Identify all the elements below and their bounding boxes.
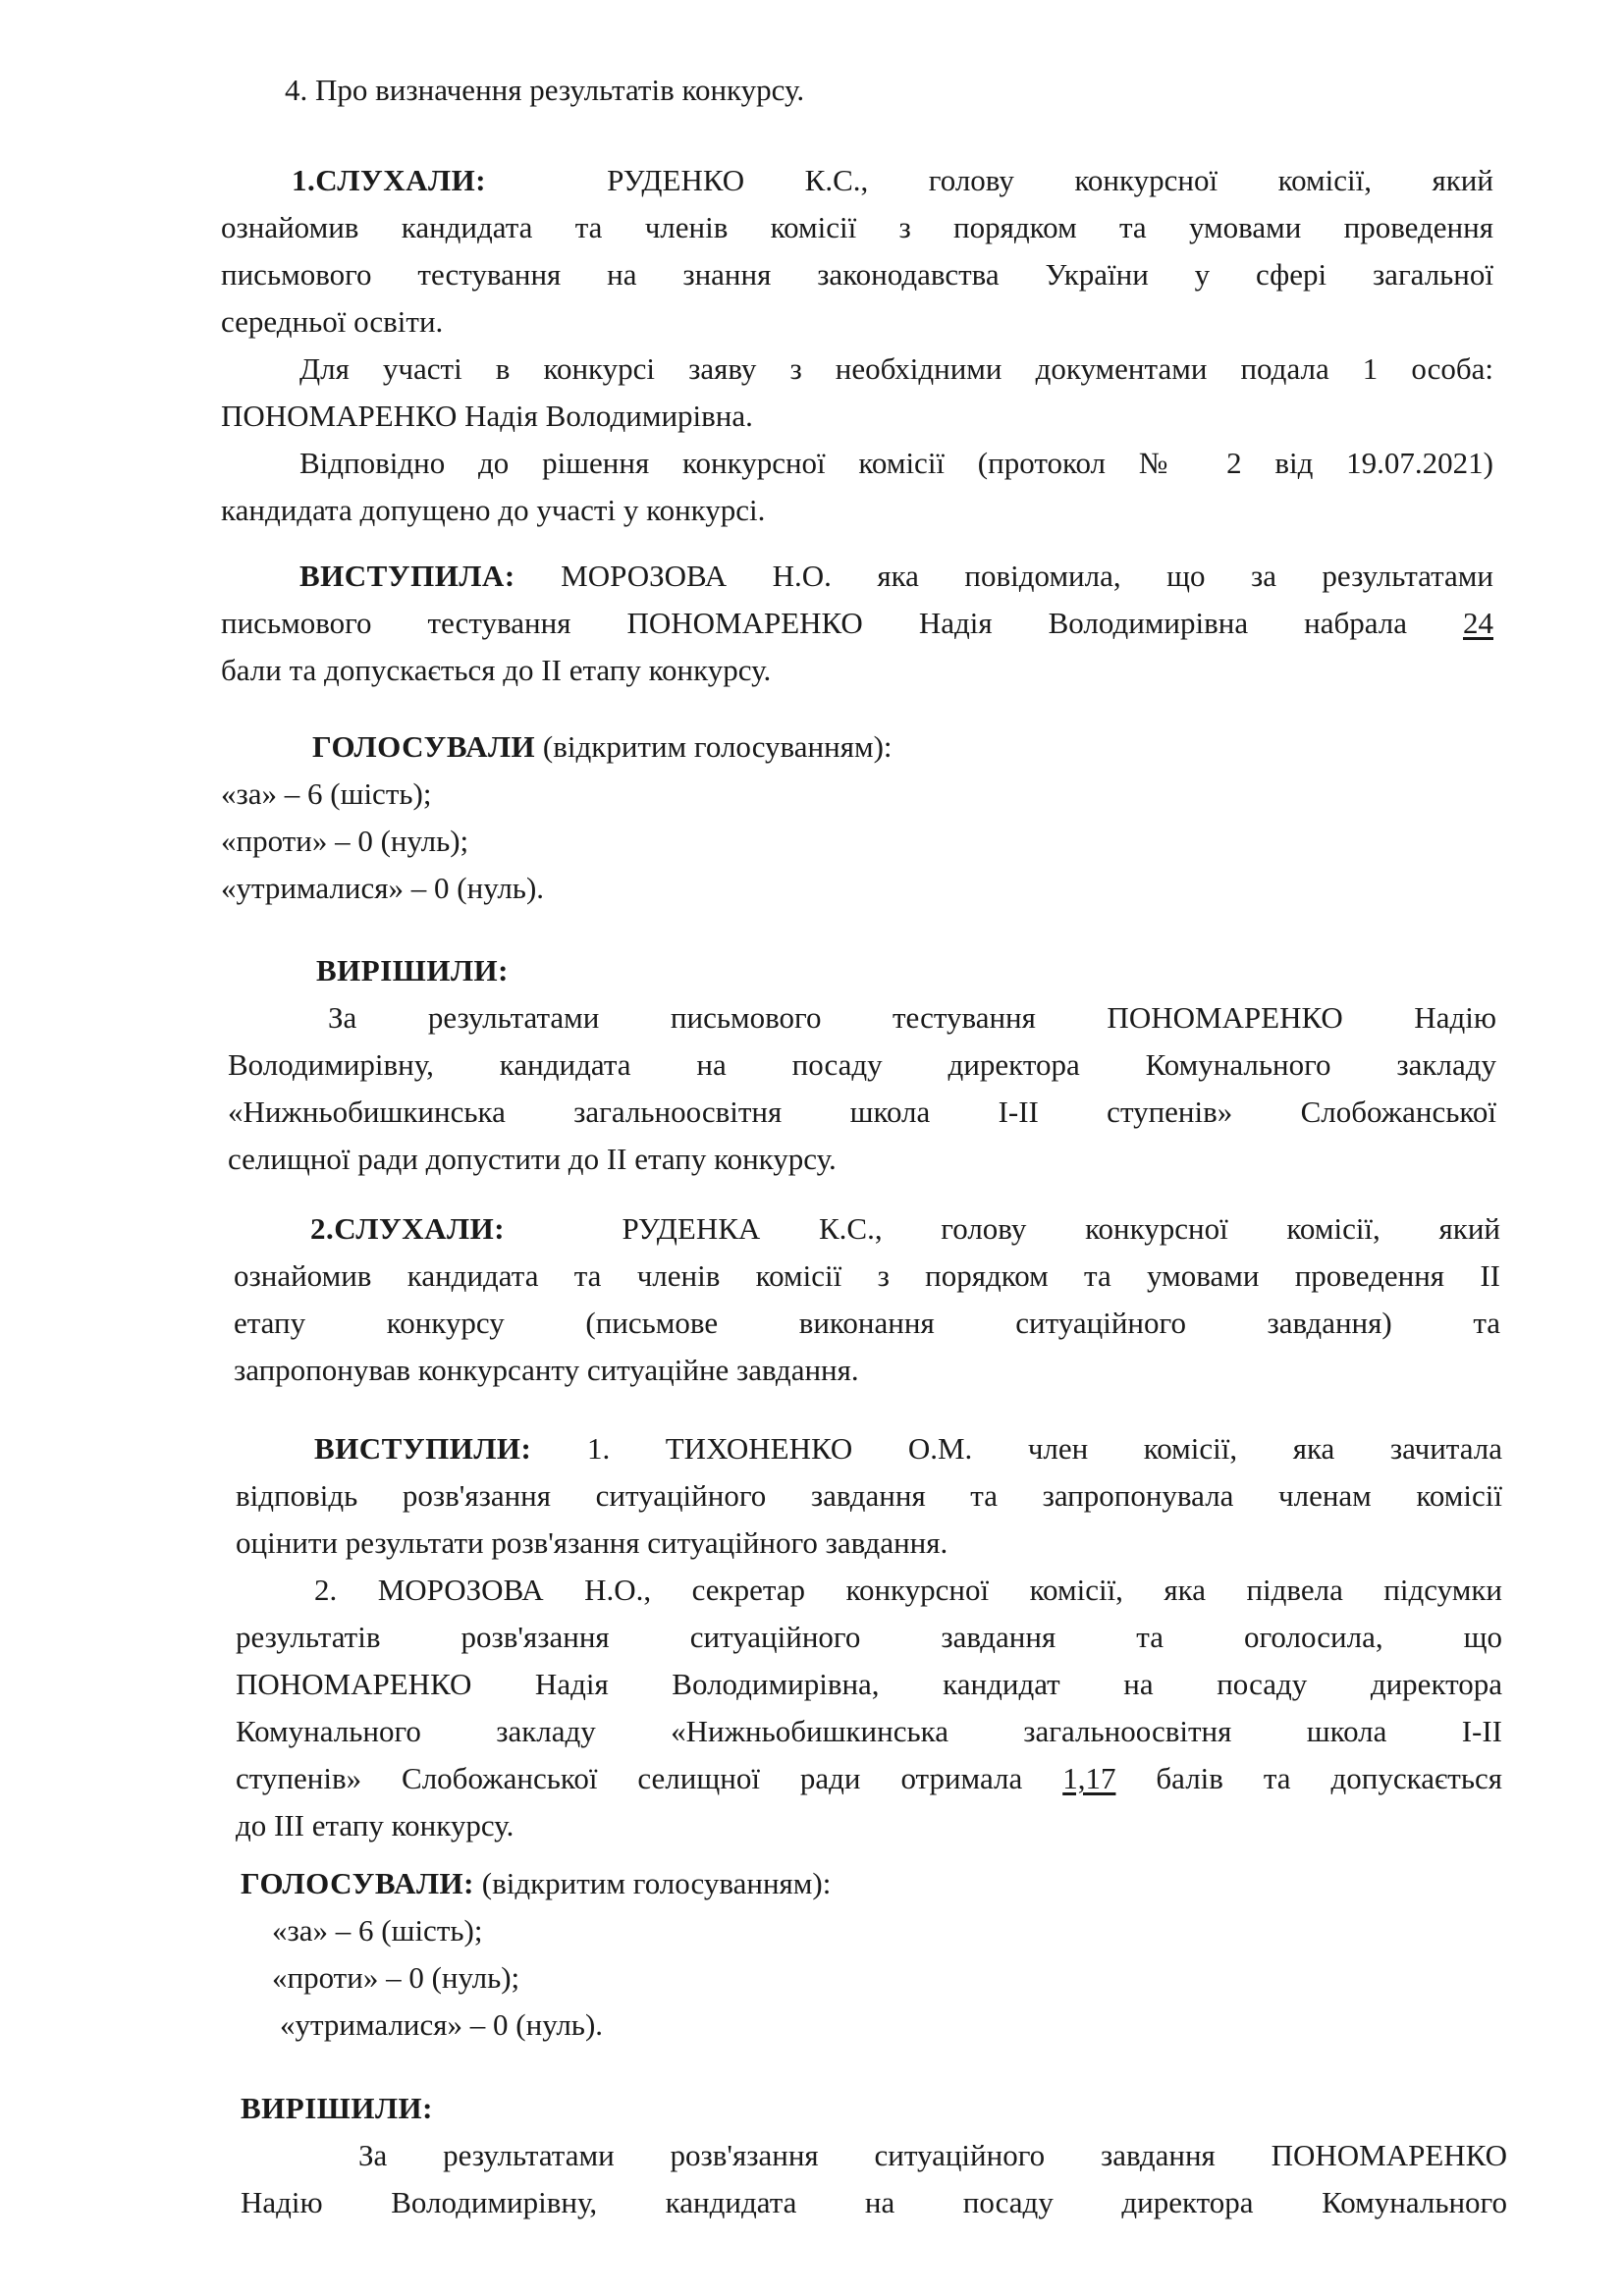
heard-2-heading: 2.СЛУХАЛИ: [310, 1211, 506, 1246]
applicants-paragraph: Для участі в конкурсі заяву з необхідними документами подала 1 особа: [299, 351, 1493, 386]
vote-2-heading: ГОЛОСУВАЛИ: [241, 1866, 474, 1900]
vote-1-against: «проти» – 0 (нуль); [221, 824, 469, 858]
speech-2: ВИСТУПИЛИ: 1. ТИХОНЕНКО О.М. член комісії, яка зачитала відповідь розв'язання ситуаційного завдання та запропонувала членам комісії оцінити результати розв'язання ситуаційного завдання. 2. МОРОЗОВА Н.О., секретар конкурсної комісії, яка підвела підсумки результатів розв'язання ситуаційного завдання та оголосила, що ПОНОМАРЕНКО Надія Володимирівна, кандидат на посаду директора Комунального закладу «Нижньобишкинська загальноосвітня школа І-ІІ ступенів» Слобожанської селищної ради отримала 1,17 балів та допускається до ІІІ етапу конкурсу. [236, 1431, 1502, 1842]
section-1-heard: 1.СЛУХАЛИ: РУДЕНКО К.С., голову конкурсної комісії, який ознайомив кандидата та членів комісії з порядком та умовами проведення письмового тестування на знання законодавства України у сфері загальної середньої освіти. Для участі в конкурсі заяву з необхідними документами подала 1 особа: ПОНОМАРЕНКО Надія Володимирівна. Відповідно до рішення конкурсної комісії (протокол № 2 від 19.07.2021) кандидата допущено до участі у конкурсі. [221, 163, 1493, 527]
vote-1: ГОЛОСУВАЛИ (відкритим голосуванням): «за» – 6 (шість); «проти» – 0 (нуль); «утрималися» – 0 (нуль). [221, 723, 1105, 912]
agenda-item-4: 4. Про визначення результатів конкурсу. [285, 73, 805, 107]
decision-1-heading: ВИРІШИЛИ: [316, 953, 509, 988]
vote-1-heading: ГОЛОСУВАЛИ [312, 729, 536, 764]
section-2-heard: 2.СЛУХАЛИ: РУДЕНКА К.С., голову конкурсної комісії, який ознайомив кандидата та членів комісії з порядком та умовами проведення ІІ етапу конкурсу (письмове виконання ситуаційного завдання) та запропонував конкурсанту ситуаційне завдання. [234, 1211, 1501, 1387]
secretary-paragraph: 2. МОРОЗОВА Н.О., секретар конкурсної комісії, яка підвела підсумки [314, 1573, 1502, 1607]
test-score: 24 [1463, 606, 1493, 640]
vote-2-against: «проти» – 0 (нуль); [272, 1960, 520, 1995]
admission-paragraph: Відповідно до рішення конкурсної комісії (протокол № 2 від 19.07.2021) [299, 446, 1493, 480]
vote-2-abstained: «утрималися» – 0 (нуль). [280, 2007, 604, 2042]
task-score: 1,17 [1062, 1761, 1116, 1795]
decision-2: ВИРІШИЛИ: За результатами розв'язання ситуаційного завдання ПОНОМАРЕНКО Надію Володимирівну, кандидата на посаду директора Комунального [241, 2091, 1507, 2219]
vote-2-for: «за» – 6 (шість); [272, 1913, 483, 1948]
vote-1-abstained: «утрималися» – 0 (нуль). [221, 871, 545, 905]
heard-1-heading: 1.СЛУХАЛИ: [292, 163, 487, 197]
candidate-name: ПОНОМАРЕНКО Надія Володимирівна. [221, 399, 753, 433]
decision-2-heading: ВИРІШИЛИ: [241, 2091, 433, 2125]
speech-1: ВИСТУПИЛА: МОРОЗОВА Н.О. яка повідомила, що за результатами письмового тестування ПОНОМАРЕНКО Надія Володимирівна набрала 24 бали та допускається до ІІ етапу конкурсу. [221, 559, 1494, 687]
speech-1-heading: ВИСТУПИЛА: [299, 559, 515, 593]
speech-2-heading: ВИСТУПИЛИ: [314, 1431, 532, 1466]
vote-1-for: «за» – 6 (шість); [221, 776, 432, 811]
vote-2: ГОЛОСУВАЛИ: (відкритим голосуванням): «за» – 6 (шість); «проти» – 0 (нуль); «утрималися» – 0 (нуль). [241, 1860, 1124, 2049]
decision-1: ВИРІШИЛИ: За результатами письмового тестування ПОНОМАРЕНКО Надію Володимирівну, кандидата на посаду директора Комунального закладу «Нижньобишкинська загальноосвітня школа І-ІІ ступенів» Слобожанської селищної ради допустити до ІІ етапу конкурсу. [228, 953, 1496, 1176]
